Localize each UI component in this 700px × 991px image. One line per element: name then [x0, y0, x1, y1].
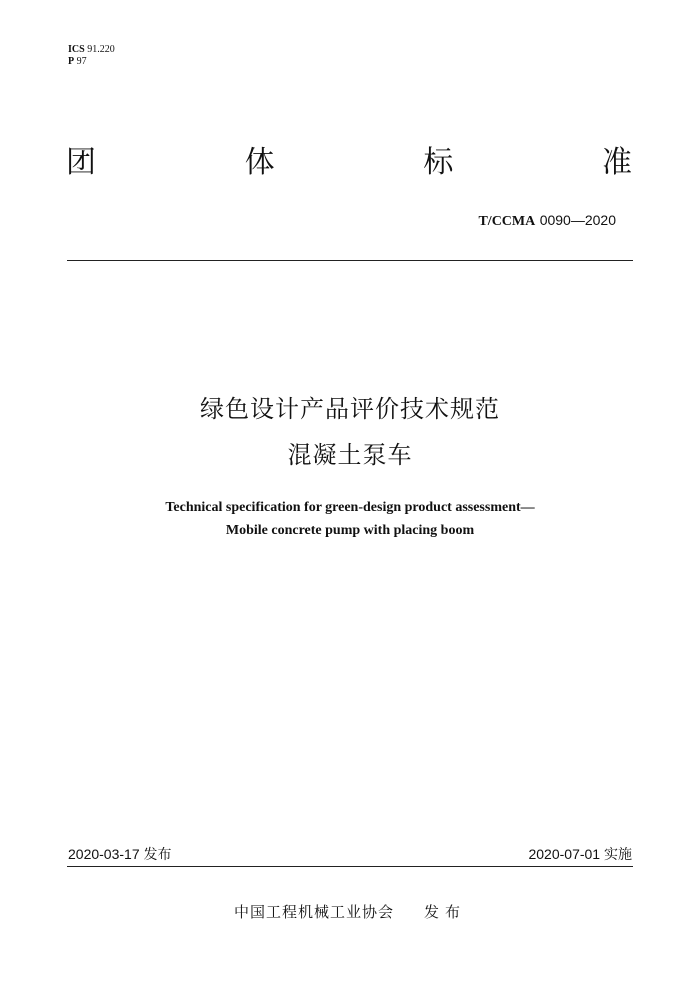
implementation-date: 2020-07-01 实施: [528, 846, 632, 862]
publisher-action: 发布: [424, 903, 467, 921]
publisher-line: [0, 902, 700, 922]
standard-number: [478, 211, 616, 231]
standard-type-heading: [66, 143, 632, 183]
publisher-org: 中国工程机械工业协会: [233, 903, 394, 921]
title-en-line1: Technical specification for green-design product assessment—: [165, 500, 535, 515]
ics-value: 91.220: [87, 44, 115, 55]
bottom-divider: [67, 866, 633, 867]
standard-number-prefix: T/CCMA: [478, 214, 536, 229]
standard-type-char: 体: [244, 145, 275, 180]
ics-code: [68, 44, 115, 56]
classification-codes: [68, 44, 115, 68]
ics-label: ICS: [68, 44, 85, 55]
ccs-value: 97: [76, 56, 87, 67]
top-divider: [67, 260, 633, 261]
standard-type-char: 团: [66, 145, 96, 180]
standard-type-char: 标: [423, 145, 454, 180]
title-cn-line1: 绿色设计产品评价技术规范: [200, 395, 500, 423]
title-en-line2: Mobile concrete pump with placing boom: [225, 523, 475, 538]
standard-number-digits: 0090—2020: [539, 212, 616, 228]
standard-type-char: 准: [601, 145, 632, 180]
ccs-label: P: [68, 56, 75, 67]
ccs-code: [68, 56, 115, 68]
title-cn-line2: 混凝土泵车: [287, 441, 413, 469]
issue-date: 2020-03-17 发布: [68, 846, 172, 862]
